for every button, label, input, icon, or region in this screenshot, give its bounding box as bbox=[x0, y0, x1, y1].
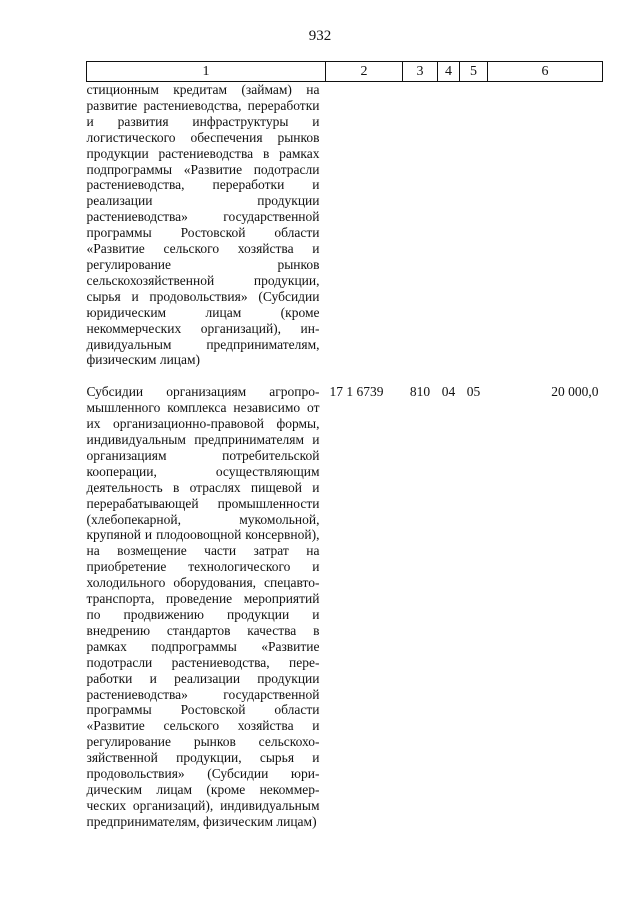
row-amount bbox=[488, 82, 603, 369]
header-col-1: 1 bbox=[87, 62, 326, 82]
row-code: 17 1 6739 bbox=[329, 384, 384, 400]
row-col-5 bbox=[460, 82, 488, 369]
header-col-4: 4 bbox=[438, 62, 460, 82]
row-amount: 20 000,0 bbox=[551, 384, 599, 400]
table-row bbox=[87, 82, 603, 369]
row-col-5: 05 bbox=[466, 384, 481, 400]
header-row bbox=[87, 62, 603, 82]
budget-table bbox=[86, 61, 603, 830]
header-col-2: 2 bbox=[326, 62, 403, 82]
row-col-3: 810 bbox=[409, 384, 431, 400]
header-col-3: 3 bbox=[403, 62, 438, 82]
row-description: стиционным кредитам (займам) на развитие растениеводства, переработки и развития инфраструктуры и логистического обеспечения рынков продукции растениеводства в рамках подпрограммы «Развитие подотрасли растениеводства, переработки и реализации продукции растениеводства» государственной программы Ростовской области «Развитие сельского хозяйства и регулирование рынков сельскохозяйственной продукции, сырья и продовольствия» (Субсидии юридическим лицам (кроме некоммерческих организаций), индивидуальным предпринимателям, физическим лицам) bbox=[86, 82, 320, 368]
row-col-3 bbox=[403, 82, 438, 369]
row-col-4 bbox=[438, 82, 460, 369]
table-row bbox=[87, 384, 603, 829]
row-spacer bbox=[87, 368, 603, 384]
row-code bbox=[326, 82, 403, 369]
row-col-4: 04 bbox=[441, 384, 456, 400]
row-description: Субсидии организациям агропромышленного комплекса независимо от их организационно-правовой формы, индивидуальным предпринимателям и организациям потребительской кооперации, осуществляющим деятельность в отраслях пищевой и перерабатывающей промышленности (хлебопекарной, мукомольной, крупяной и плодоовощной консервной), на возмещение части затрат на приобретение технологического и холодильного оборудования, спецавтотранспорта, проведение мероприятий по продвижению продукции и внедрению стандартов качества в рамках подпрограммы «Развитие подотрасли растениеводства, переработки и реализации продукции растениеводства» государственной программы Ростовской области «Развитие сельского хозяйства и регулирование рынков сельскохозяйственной продукции, сырья и продовольствия» (Субсидии юридическим лицам (кроме некоммерческих организаций), индивидуальным предпринимателям, физическим лицам) bbox=[86, 384, 320, 829]
page-number: 932 bbox=[308, 28, 332, 44]
header-col-5: 5 bbox=[460, 62, 488, 82]
header-col-6: 6 bbox=[488, 62, 603, 82]
